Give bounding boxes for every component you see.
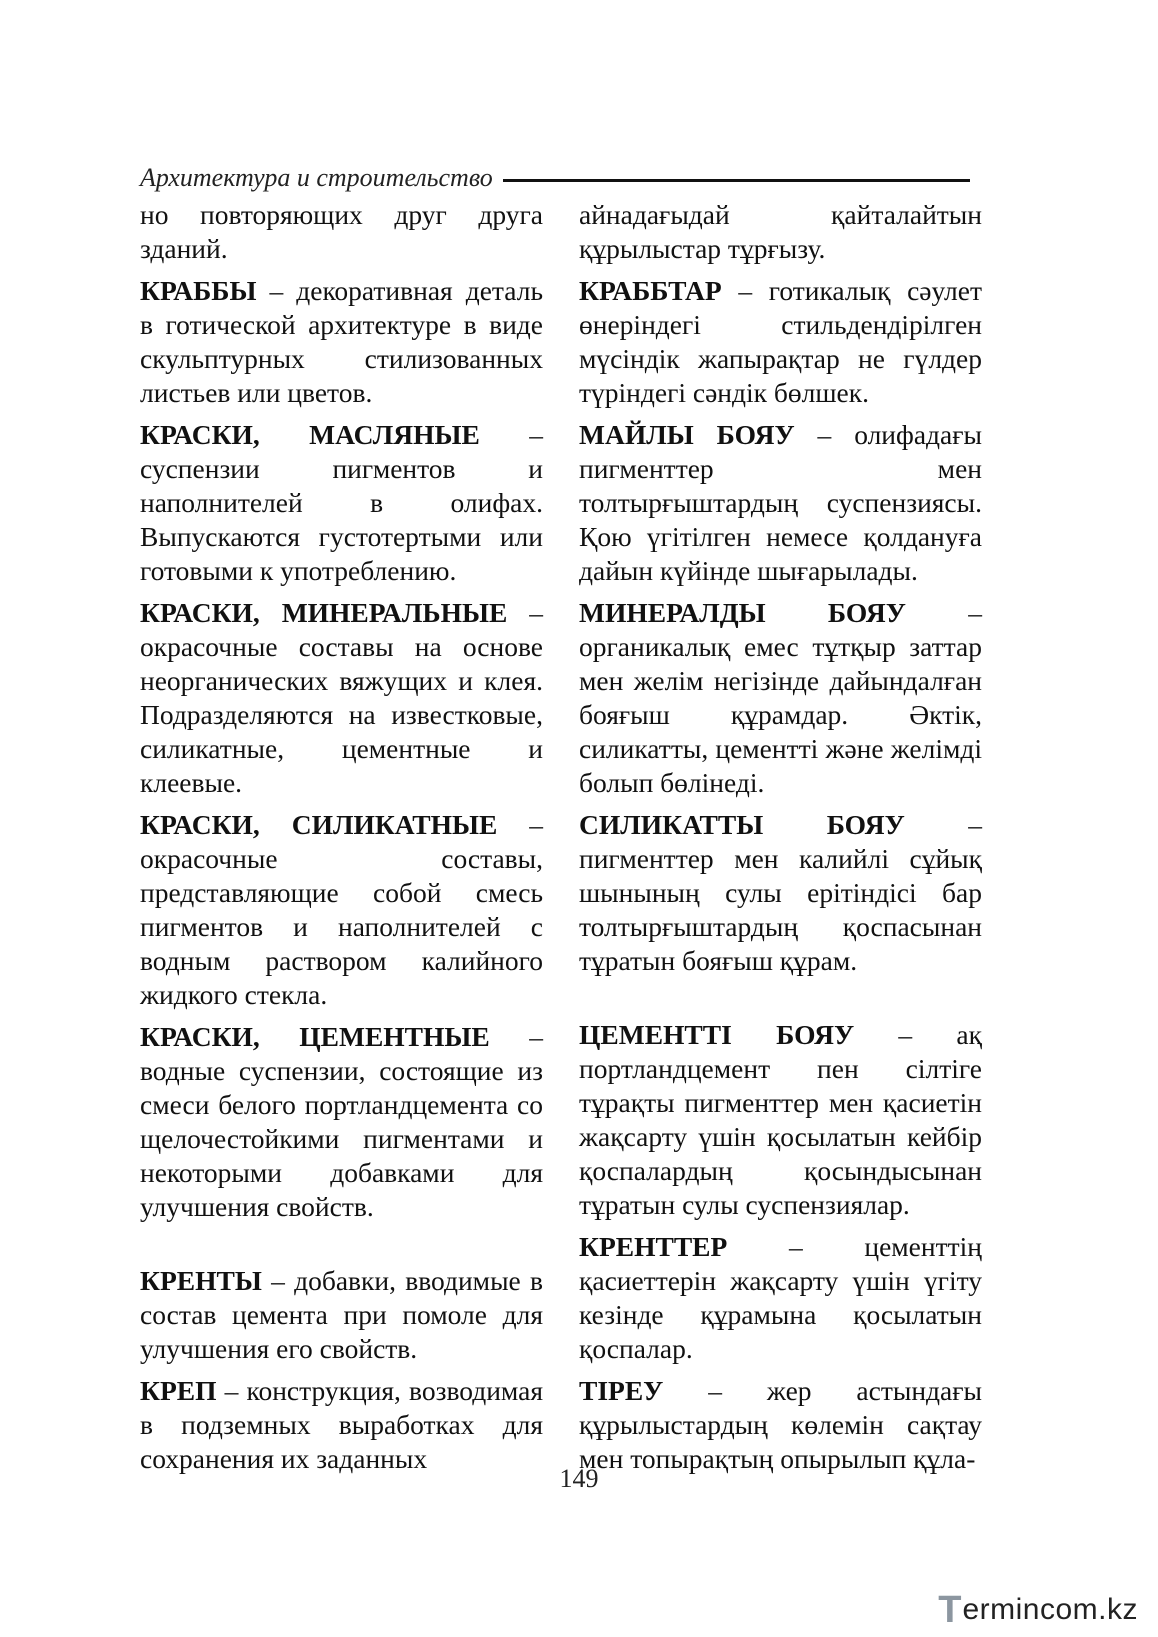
entry-krabbtar <box>579 274 982 410</box>
entry-term: КРАББЫ <box>140 275 257 306</box>
entry-text: – добавки, вводимые в состав цемента при помоле для улучшения его свойств. <box>140 1265 543 1364</box>
entry-term: КРЕНТТЕР <box>579 1231 728 1262</box>
entry-term: МАЙЛЫ БОЯУ <box>579 419 795 450</box>
entry-mineraldy-boyau <box>579 596 982 800</box>
entry-krentter <box>579 1230 982 1366</box>
entry-text: – жер астындағы құрылыстардың көлемін сақтау мен топырақтың опырылып құла- <box>579 1375 982 1474</box>
entry-text: – окрасочные составы, представляющие собой смесь пигментов и наполнителей с водным раствором калийного жидкого стекла. <box>140 809 543 1010</box>
entry-term: КРАСКИ, СИЛИКАТНЫЕ <box>140 809 498 840</box>
entry-term: КРЕНТЫ <box>140 1265 262 1296</box>
entry-silikatty-boyau <box>579 808 982 978</box>
entry-text: – готикалық сәулет өнеріндегі стильдендірілген мүсіндік жапырақтар не гүлдер түріндегі сәндік бөлшек. <box>579 275 982 408</box>
entry-text: но повторяющих друг друга зданий. <box>140 199 543 264</box>
entry-term: КРАСКИ, ЦЕМЕНТНЫЕ <box>140 1021 490 1052</box>
entry-text: – окрасочные составы на основе неорганических вяжущих и клея. Подразделяются на известковые, силикатные, цементные и клеевые. <box>140 597 543 798</box>
entry-text: – цементтің қасиеттерін жақсарту үшін үгіту кезінде құрамына қосылатын қоспалар. <box>579 1231 982 1364</box>
entry-term: КРЕП <box>140 1375 217 1406</box>
entry-term: КРАСКИ, МИНЕРАЛЬНЫЕ <box>140 597 508 628</box>
entry-term: МИНЕРАЛДЫ БОЯУ <box>579 597 906 628</box>
left-column <box>140 198 543 1484</box>
entry-tireu <box>579 1374 982 1476</box>
entry-term: СИЛИКАТТЫ БОЯУ <box>579 809 905 840</box>
entry-text: – суспензии пигментов и наполнителей в олифах. Выпускаются густотертыми или готовыми к употреблению. <box>140 419 544 586</box>
entry-continuation <box>579 198 982 266</box>
entry-krenty <box>140 1264 543 1366</box>
entry-kraski-maslyanye <box>140 418 543 588</box>
entry-kraski-tsementnye <box>140 1020 543 1224</box>
entry-krabby <box>140 274 543 410</box>
entry-term: КРАББТАР <box>579 275 722 306</box>
entry-term: КРАСКИ, МАСЛЯНЫЕ <box>140 419 480 450</box>
entry-text: – конструкция, возводимая в подземных выработках для сохранения их заданных <box>140 1375 543 1474</box>
entry-text: – водные суспензии, состоящие из смеси белого портландцемента со щелочестойкими пигментами и некоторыми добавками для улучшения свойств. <box>140 1021 543 1222</box>
header-rule <box>503 179 970 182</box>
page-number: 149 <box>559 1464 599 1493</box>
entry-continuation <box>140 198 543 266</box>
entry-text: – олифадағы пигменттер мен толтырғыштардың суспензиясы. Қою үгітілген немесе қолдануға дайын күйінде шығарылады. <box>579 419 982 586</box>
entry-text: – ақ портландцемент пен сілтіге тұрақты пигменттер мен қасиетін жақсарту үшін қосылатын кейбір қоспалардың қосындысынан тұратын сулы суспензиялар. <box>579 1019 982 1220</box>
entry-term: ТІРЕУ <box>579 1375 664 1406</box>
entry-text: – пигменттер мен калийлі сұйық шынының сулы ерітіндісі бар толтырғыштардың қоспасынан тұратын бояғыш құрам. <box>579 809 982 976</box>
watermark-logo <box>938 1590 1138 1630</box>
entry-text: айнадағыдай қайталайтын құрылыстар тұрғызу. <box>579 199 982 264</box>
entry-kraski-silikatnye <box>140 808 543 1012</box>
entry-text: – органикалық емес тұтқыр заттар мен желім негізінде дайындалған бояғыш құрамдар. Әктік, силикатты, цементті және желімді болып бөлінеді. <box>579 597 982 798</box>
running-header <box>140 158 970 198</box>
entry-krep <box>140 1374 543 1476</box>
watermark-mark: T <box>938 1588 962 1631</box>
right-column <box>579 198 982 1484</box>
entry-term: ЦЕМЕНТТІ БОЯУ <box>579 1019 855 1050</box>
entry-text: – декоративная деталь в готической архитектуре в виде скульптурных стилизованных листьев или цветов. <box>140 275 543 408</box>
watermark-text: ermincom.kz <box>962 1593 1138 1626</box>
header-title: Архитектура и строительство <box>140 163 493 192</box>
entry-tsementti-boyau <box>579 1018 982 1222</box>
entry-kraski-mineralnye <box>140 596 543 800</box>
entry-maily-boyau <box>579 418 982 588</box>
